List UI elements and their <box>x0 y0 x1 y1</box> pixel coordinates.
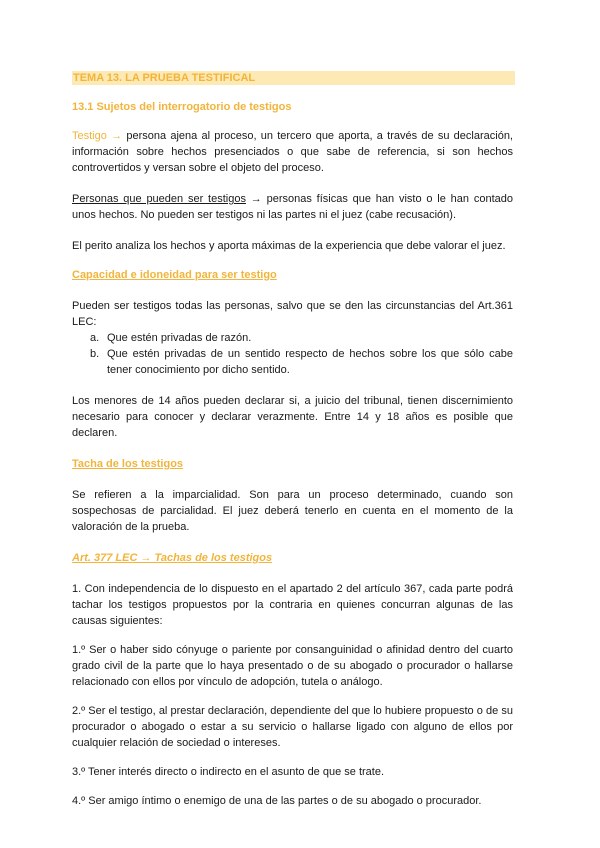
tacha-paragraph: Se refieren a la imparcialidad. Son para un proceso determinado, cuando son sospechosas de parcialidad. El juez deberá tenerlo en cuenta en el momento de la valoración de la prueba. <box>72 489 513 533</box>
list-item <box>90 330 513 346</box>
list-item-text: Que estén privadas de un sentido respecto de hechos sobre los que sólo cabe tener conocimiento por dicho sentido. <box>107 348 513 376</box>
testigo-text: persona ajena al proceso, un tercero que aporta, a través de su declaración, información sobre hechos presenciados o que sabe de referencia, si son hechos controvertidos y versan sobre el objeto del proceso. <box>72 130 513 174</box>
list-marker: b. <box>90 348 100 360</box>
perito-paragraph: El perito analiza los hechos y aporta máximas de la experiencia que debe valorar el juez. <box>72 240 506 252</box>
testigo-definition <box>72 128 513 176</box>
capacidad-list <box>72 330 513 378</box>
capacidad-intro: Pueden ser testigos todas las personas, salvo que se den las circunstancias del Art.361 LEC: <box>72 300 513 328</box>
testigo-term: Testigo → <box>72 130 123 142</box>
personas-term: Personas que pueden ser testigos <box>72 193 246 205</box>
section-title: 13.1 Sujetos del interrogatorio de testigos <box>72 101 292 113</box>
art377-cause-1: 1.º Ser o haber sido cónyuge o pariente por consanguinidad o afinidad dentro del cuarto grado civil de la parte que lo haya presentado o de su abogado o procurador o hallarse relacionado con ellos por vínculo de adopción, tutela o análogo. <box>72 644 513 688</box>
art377-intro: 1. Con independencia de lo dispuesto en el apartado 2 del artículo 367, cada parte podrá tachar los testigos propuestos por la contraria en quienes concurran algunas de las causas siguientes: <box>72 583 513 627</box>
art377-cause-3: 3.º Tener interés directo o indirecto en el asunto de que se trate. <box>72 766 385 778</box>
personas-text: → personas físicas que han visto o le han contado unos hechos. No pueden ser testigos ni las partes ni el juez (cabe recusación). <box>72 193 513 221</box>
art377-heading: Art. 377 LEC → Tachas de los testigos <box>72 552 273 564</box>
tacha-heading: Tacha de los testigos <box>72 458 184 470</box>
art377-cause-2: 2.º Ser el testigo, al prestar declaración, dependiente del que lo hubiere propuesto o de su procurador o abogado o estar a su servicio o hallarse ligado con alguno de ellos por cualquier relación de sociedad o intereses. <box>72 705 513 749</box>
list-item-text: Que estén privadas de razón. <box>107 332 252 344</box>
list-marker: a. <box>90 332 100 344</box>
list-item <box>90 346 513 378</box>
personas-definition <box>72 191 513 223</box>
art377-cause-4: 4.º Ser amigo íntimo o enemigo de una de las partes o de su abogado o procurador. <box>72 795 482 807</box>
capacidad-heading: Capacidad e idoneidad para ser testigo <box>72 269 277 281</box>
page-title: TEMA 13. LA PRUEBA TESTIFICAL <box>72 71 515 85</box>
menores-paragraph: Los menores de 14 años pueden declarar si, a juicio del tribunal, tienen discernimiento necesario para conocer y declarar verazmente. Entre 14 y 18 años es posible que declaren. <box>72 395 513 439</box>
